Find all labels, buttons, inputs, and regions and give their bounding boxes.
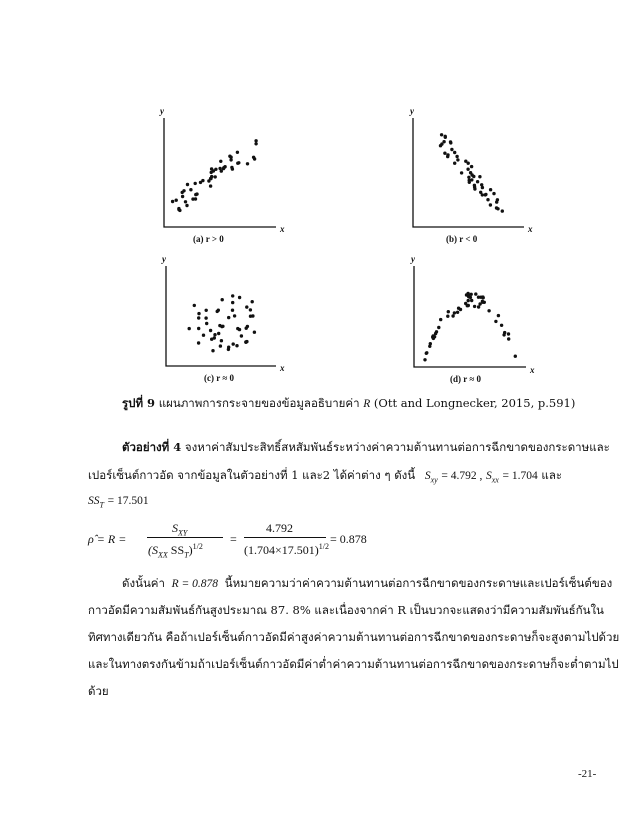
panel-a-positive — [159, 106, 285, 244]
panel-d-point — [446, 315, 449, 318]
panel-a-y-label: y — [160, 106, 164, 116]
panel-a-point — [171, 200, 174, 203]
panel-a-points — [171, 139, 258, 212]
panel-b-point — [467, 162, 470, 165]
panel-c-point — [231, 301, 234, 304]
panel-b-point — [492, 192, 495, 195]
formula-num1 — [172, 521, 187, 537]
panel-b-point — [470, 178, 473, 181]
panel-a-point — [222, 167, 225, 170]
conclusion-line-4: และในทางตรงกันข้ามถ้าเปอร์เซ็นต์กาวอัดมีค่าต่ำค่าความต้านทานต่อการฉีกขาดของกระดาษก็จะต่ำตามไป — [88, 657, 619, 671]
panel-d-y-label: y — [411, 254, 415, 264]
conclusion-1a: ดังนั้นค่า — [122, 576, 165, 590]
fraction-bar-1 — [147, 537, 223, 538]
panel-a-point — [236, 162, 239, 165]
panel-d-point — [456, 311, 459, 314]
panel-d-curved — [410, 254, 535, 384]
panel-c-point — [246, 325, 249, 328]
sxy-symbol: S — [424, 470, 431, 482]
panel-b-point — [495, 206, 498, 209]
panel-d-point — [437, 326, 440, 329]
panel-a-point — [175, 199, 178, 202]
panel-d-point — [497, 314, 500, 317]
panel-d-point — [479, 296, 482, 299]
panel-c-point — [197, 327, 200, 330]
panel-b-point — [476, 180, 479, 183]
panel-a-x-label: x — [280, 224, 285, 234]
panel-b-point — [460, 171, 463, 174]
panel-c-axes — [166, 266, 276, 366]
panel-c-point — [197, 341, 200, 344]
panel-c-points — [188, 294, 257, 352]
panel-c-point — [217, 309, 220, 312]
panel-c-point — [211, 349, 214, 352]
panel-d-point — [507, 337, 510, 340]
panel-a-point — [229, 158, 232, 161]
panel-d-point — [447, 310, 450, 313]
caption-text: แผนภาพการกระจายของข้อมูลอธิบายค่า — [158, 396, 360, 410]
den2-value: (1.704×17.501) — [244, 543, 319, 557]
panel-d-point — [433, 335, 436, 338]
panel-a-point — [218, 167, 221, 170]
panel-c-point — [232, 342, 235, 345]
formula-lhs: ρ̂ = R = — [88, 532, 127, 546]
panel-a-point — [199, 181, 202, 184]
panel-d-point — [425, 352, 428, 355]
panel-d-point — [453, 311, 456, 314]
fraction-bar-2 — [244, 537, 326, 538]
panel-c-label: (c) r ≈ 0 — [204, 373, 235, 383]
panel-a-point — [219, 160, 222, 163]
panel-c-point — [204, 316, 207, 319]
panel-c-point — [253, 331, 256, 334]
panel-c-point — [227, 316, 230, 319]
panel-c-point — [205, 322, 208, 325]
panel-c-point — [209, 329, 212, 332]
panel-b-point — [470, 173, 473, 176]
panel-c-point — [197, 312, 200, 315]
panel-b-point — [478, 175, 481, 178]
panel-a-point — [178, 209, 181, 212]
panel-c-point — [213, 333, 216, 336]
sst-value: = 17.501 — [107, 495, 149, 507]
panel-a-point — [254, 142, 257, 145]
panel-d-points — [423, 292, 517, 362]
panel-d-point — [429, 342, 432, 345]
panel-b-point — [480, 183, 483, 186]
panel-d-point — [467, 304, 470, 307]
panel-d-point — [467, 295, 470, 298]
panel-d-point — [487, 309, 490, 312]
example-text-2: เปอร์เซ็นต์กาวอัด จากข้อมูลในตัวอย่างที่ 1 และ2 ได้ค่าต่าง ๆ ดังนี้ — [88, 468, 416, 482]
panel-a-point — [182, 189, 185, 192]
panel-b-point — [456, 158, 459, 161]
sst-symbol: SS — [88, 495, 100, 507]
caption-var: R — [363, 398, 371, 410]
panel-c-point — [231, 309, 234, 312]
panel-a-point — [254, 139, 257, 142]
panel-c-point — [227, 346, 230, 349]
panel-d-point — [474, 292, 477, 295]
panel-b-point — [489, 203, 492, 206]
panel-c-point — [188, 327, 191, 330]
caption-ref: (Ott and Longnecker, 2015, p.591) — [373, 396, 576, 410]
sxy-sub: xy — [430, 475, 438, 485]
panel-d-point — [477, 305, 480, 308]
panel-c-point — [240, 334, 243, 337]
panel-a-point — [189, 188, 192, 191]
panel-a-point — [246, 162, 249, 165]
panel-c-point — [235, 344, 238, 347]
panel-c-point — [238, 296, 241, 299]
formula-num2: 4.792 — [266, 521, 293, 535]
panel-a-point — [184, 200, 187, 203]
num1-symbol: S — [172, 521, 178, 535]
panel-c-point — [233, 314, 236, 317]
figure-caption — [122, 398, 575, 411]
num1-sub: XY — [178, 528, 188, 538]
panel-d-label: (d) r ≈ 0 — [450, 374, 482, 384]
panel-d-point — [507, 332, 510, 335]
panel-b-point — [443, 152, 446, 155]
panel-d-point — [481, 301, 484, 304]
panel-b-axes — [413, 118, 524, 227]
panel-c-point — [249, 308, 252, 311]
panel-d-point — [466, 292, 469, 295]
panel-d-point — [423, 358, 426, 361]
conclusion-line-1 — [122, 578, 612, 591]
panel-b-point — [467, 176, 470, 179]
panel-b-point — [455, 155, 458, 158]
panel-b-label: (b) r < 0 — [446, 234, 478, 244]
den1-close: ) — [188, 543, 193, 557]
panel-b-point — [473, 187, 476, 190]
panel-a-point — [210, 167, 213, 170]
sxy-value: = 4.792 , — [441, 470, 483, 482]
panel-a-point — [181, 195, 184, 198]
conclusion-line-5: ด้วย — [88, 684, 109, 698]
panel-b-point — [450, 148, 453, 151]
panel-c-point — [217, 332, 220, 335]
den2-exponent: 1/2 — [318, 542, 329, 551]
panel-c-point — [205, 309, 208, 312]
panel-b-point — [440, 133, 443, 136]
panel-d-point — [500, 324, 503, 327]
panel-c-x-label: x — [280, 363, 285, 373]
panel-b-point — [440, 142, 443, 145]
panel-c-point — [220, 339, 223, 342]
example-line-2 — [88, 470, 562, 484]
panel-c-point — [213, 336, 216, 339]
conclusion-r-value: R = 0.878 — [171, 578, 219, 590]
sst-sub: T — [99, 500, 104, 510]
example-text-1: จงหาค่าสัมประสิทธิ์สหสัมพันธ์ระหว่างค่าความต้านทานต่อการฉีกขาดของกระดาษและ — [184, 440, 610, 454]
panel-d-point — [434, 332, 437, 335]
panel-b-point — [453, 162, 456, 165]
den1-sub2: T — [184, 550, 189, 560]
panel-b-point — [468, 181, 471, 184]
panel-b-point — [495, 200, 498, 203]
panel-a-point — [194, 197, 197, 200]
formula-den2 — [244, 542, 329, 558]
panel-d-point — [470, 293, 473, 296]
panel-a-point — [214, 175, 217, 178]
panel-a-point — [210, 175, 213, 178]
sst-line — [88, 495, 149, 509]
panel-c-point — [193, 304, 196, 307]
panel-c-point — [238, 328, 241, 331]
panel-b-point — [489, 188, 492, 191]
panel-d-point — [439, 318, 442, 321]
conclusion-line-2: กาวอัดมีความสัมพันธ์กันสูงประมาณ 87. 8% และเนื่องจากค่า R เป็นบวกจะแสดงว่ามีความสัมพันธ์กันใน — [88, 603, 604, 617]
panel-a-point — [186, 183, 189, 186]
panel-b-point — [453, 151, 456, 154]
panel-a-point — [231, 167, 234, 170]
panel-b-point — [470, 165, 473, 168]
formula-den1 — [148, 542, 203, 559]
conclusion-1b: นี้หมายความว่าค่าความต้านทานต่อการฉีกขาดของกระดาษและเปอร์เซ็นต์ของ — [224, 576, 613, 590]
panel-d-point — [457, 307, 460, 310]
panel-a-point — [194, 182, 197, 185]
panel-b-point — [446, 155, 449, 158]
panel-c-point — [197, 316, 200, 319]
panel-b-point — [501, 209, 504, 212]
panel-c-point — [244, 340, 247, 343]
panel-c-point — [219, 344, 222, 347]
den1-open: (S — [148, 543, 158, 557]
panel-d-point — [503, 331, 506, 334]
panel-d-point — [494, 320, 497, 323]
panel-b-point — [479, 191, 482, 194]
panel-b-x-label: x — [528, 224, 533, 234]
panel-b-points — [439, 133, 504, 213]
caption-label: รูปที่ 9 — [122, 396, 156, 410]
panel-b-point — [466, 168, 469, 171]
panel-d-point — [473, 305, 476, 308]
panel-b-point — [449, 140, 452, 143]
sxx-value: = 1.704 — [502, 470, 538, 482]
panel-c-point — [251, 300, 254, 303]
panel-d-point — [514, 355, 517, 358]
sxx-symbol: S — [485, 470, 492, 482]
panel-a-point — [209, 184, 212, 187]
den1-sub: XX — [158, 550, 168, 560]
panel-a-point — [194, 193, 197, 196]
panel-d-point — [451, 314, 454, 317]
panel-b-point — [444, 136, 447, 139]
panel-b-point — [486, 198, 489, 201]
and-word: และ — [541, 468, 563, 482]
panel-b-point — [484, 193, 487, 196]
panel-c-point — [221, 298, 224, 301]
panel-b-negative — [409, 106, 533, 244]
example-line-1 — [122, 442, 610, 454]
panel-d-point — [467, 299, 470, 302]
formula-eq1: = — [230, 532, 237, 546]
panel-c-point — [231, 294, 234, 297]
panel-c-point — [202, 334, 205, 337]
sxx-sub: xx — [491, 475, 499, 485]
panel-a-point — [185, 204, 188, 207]
panel-d-axes — [414, 266, 526, 367]
panel-c-point — [218, 324, 221, 327]
den1-mid: SS — [170, 543, 185, 557]
formula-result: = 0.878 — [330, 532, 367, 546]
panel-d-point — [470, 299, 473, 302]
panel-d-x-label: x — [530, 365, 535, 375]
panel-c-point — [245, 305, 248, 308]
conclusion-line-3: ทิศทางเดียวกัน คือถ้าเปอร์เซ็นต์กาวอัดมีค่าสูงค่าความต้านทานต่อการฉีกขาดของกระดาษก็จะสูงตามไปด้วย — [88, 630, 620, 644]
panel-c-point — [251, 314, 254, 317]
panel-c-y-label: y — [162, 254, 166, 264]
panel-c-zero — [161, 254, 285, 383]
panel-a-label: (a) r > 0 — [193, 234, 224, 244]
panel-a-point — [252, 156, 255, 159]
den1-exponent: 1/2 — [192, 542, 203, 551]
panel-b-y-label: y — [410, 106, 414, 116]
page-number: -21- — [578, 768, 597, 780]
example-title: ตัวอย่างที่ 4 — [122, 440, 182, 454]
panel-a-point — [236, 151, 239, 154]
